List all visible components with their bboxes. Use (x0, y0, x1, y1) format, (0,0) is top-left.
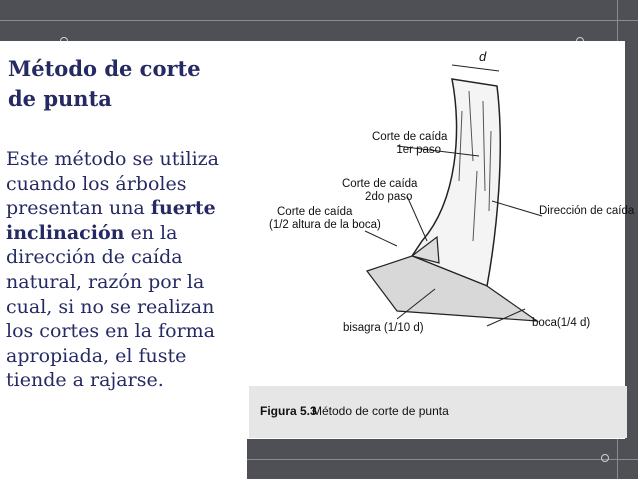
measure-d-line (452, 65, 499, 71)
corner-ornament-bottom-right (601, 454, 609, 462)
label-corte-caida-2 (342, 178, 417, 204)
label-boca: boca(1/4 d) (532, 317, 591, 329)
leader-corte3 (365, 231, 397, 246)
body-text-part2: en la dirección de caída natural, razón por la cual, si no se realizan los cortes en la forma apropiada, el fuste tiende a rajarse. (6, 221, 215, 392)
body-bold-inclinacion: inclinación (6, 221, 125, 244)
label-corte-caida-2-line1: Corte de caída (342, 178, 418, 190)
leader-direccion (492, 201, 542, 216)
figure-caption-number: Figura 5.3 (260, 404, 317, 418)
label-corte-caida-1-line1: Corte de caída (372, 131, 448, 143)
label-corte-caida-3-line1: Corte de caída (277, 206, 353, 218)
measure-d-label: d (479, 49, 487, 64)
body-bold-fuerte: fuerte (150, 197, 216, 220)
label-corte-caida-1 (372, 131, 447, 157)
label-bisagra: bisagra (1/10 d) (343, 322, 424, 334)
figure-panel (247, 41, 635, 439)
tree-cut-diagram (247, 41, 625, 439)
slide-title (8, 54, 244, 114)
slide-body (6, 147, 244, 393)
label-corte-caida-3-line2: (1/2 altura de la boca) (269, 219, 381, 231)
label-direccion-caida: Dirección de caída (539, 205, 635, 217)
body-text-part1: Este método se utiliza cuando los árboles presentan una (6, 148, 219, 220)
slide-title-line2: de punta (8, 86, 112, 111)
label-corte-caida-1-line2: 1er paso (396, 144, 442, 156)
top-frame-line (0, 20, 638, 21)
figure-caption-text: Método de corte de punta (312, 404, 449, 418)
label-corte-caida-3 (269, 206, 381, 232)
label-corte-caida-2-line2: 2do paso (365, 191, 413, 203)
slide-title-line1: Método de corte (8, 56, 201, 81)
